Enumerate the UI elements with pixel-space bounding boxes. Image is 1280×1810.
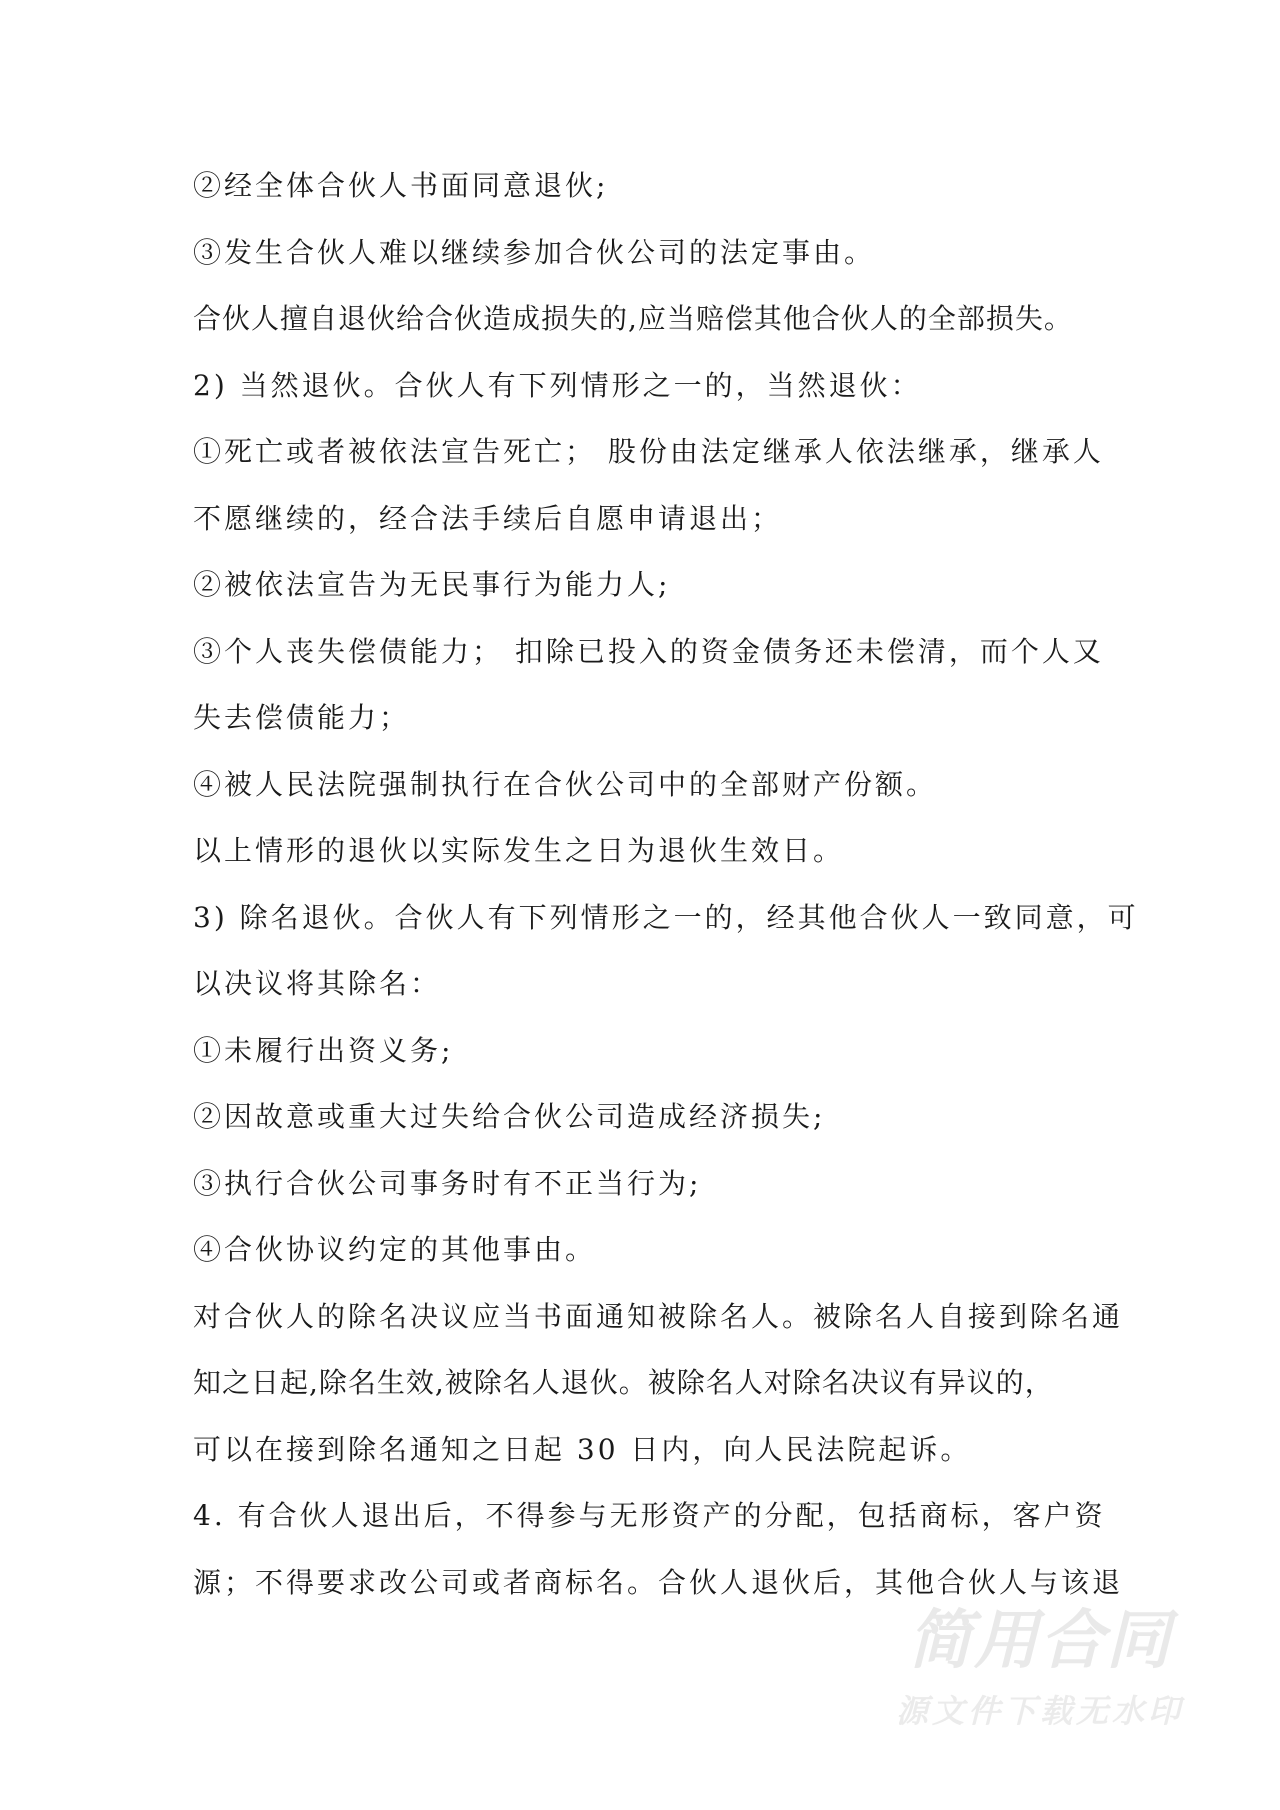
section-heading-expulsion: 3) 除名退伙。合伙人有下列情形之一的，经其他合伙人一致同意，可	[193, 900, 1139, 934]
paragraph-expulsion-notice: 对合伙人的除名决议应当书面通知被除名人。被除名人自接到除名通	[193, 1299, 1124, 1333]
paragraph-unauthorized-withdrawal: 合伙人擅自退伙给合伙造成损失的,应当赔偿其他合伙人的全部损失。	[193, 302, 1073, 335]
paragraph-expulsion-notice-continued: 知之日起,除名生效,被除名人退伙。被除名人对除名决议有异议的，	[193, 1366, 1054, 1399]
section-heading-expulsion-continued: 以决议将其除名：	[193, 967, 442, 1000]
list-item-death: ①死亡或者被依法宣告死亡； 股份由法定继承人依法继承，继承人	[193, 435, 1104, 468]
section-item-4-continued: 源；不得要求改公司或者商标名。合伙人退伙后，其他合伙人与该退	[193, 1565, 1124, 1599]
list-item-legal-cause: ③发生合伙人难以继续参加合伙公司的法定事由。	[193, 235, 876, 269]
section-heading-automatic-withdrawal: 2) 当然退伙。合伙人有下列情形之一的，当然退伙：	[193, 368, 922, 402]
list-item-court-enforcement: ④被人民法院强制执行在合伙公司中的全部财产份额。	[193, 767, 938, 801]
list-item-other-causes: ④合伙协议约定的其他事由。	[193, 1233, 597, 1266]
list-item-insolvency-continued: 失去偿债能力；	[193, 701, 411, 734]
document-body	[193, 153, 1139, 1616]
watermark-subtitle: 源文件下载无水印	[895, 1692, 1184, 1730]
section-item-4-intangible-assets: 4. 有合伙人退出后，不得参与无形资产的分配，包括商标，客户资	[193, 1499, 1106, 1532]
watermark-title: 简用合同	[908, 1604, 1172, 1678]
list-item-improper-conduct: ③执行合伙公司事务时有不正当行为;	[193, 1166, 702, 1200]
watermark	[880, 1605, 1200, 1731]
list-item-negligence-loss: ②因故意或重大过失给合伙公司造成经济损失;	[193, 1100, 826, 1133]
list-item-insolvency: ③个人丧失偿债能力； 扣除已投入的资金债务还未偿清，而个人又	[193, 634, 1104, 668]
list-item-incapacity: ②被依法宣告为无民事行为能力人;	[193, 568, 671, 601]
list-item-consent-withdrawal: ②经全体合伙人书面同意退伙;	[193, 169, 609, 202]
list-item-death-continued: 不愿继续的，经合法手续后自愿申请退出；	[193, 501, 783, 535]
paragraph-expulsion-lawsuit: 可以在接到除名通知之日起 30 日内，向人民法院起诉。	[193, 1432, 972, 1466]
paragraph-effective-date: 以上情形的退伙以实际发生之日为退伙生效日。	[193, 834, 845, 867]
list-item-capital-obligation: ①未履行出资义务;	[193, 1033, 454, 1067]
